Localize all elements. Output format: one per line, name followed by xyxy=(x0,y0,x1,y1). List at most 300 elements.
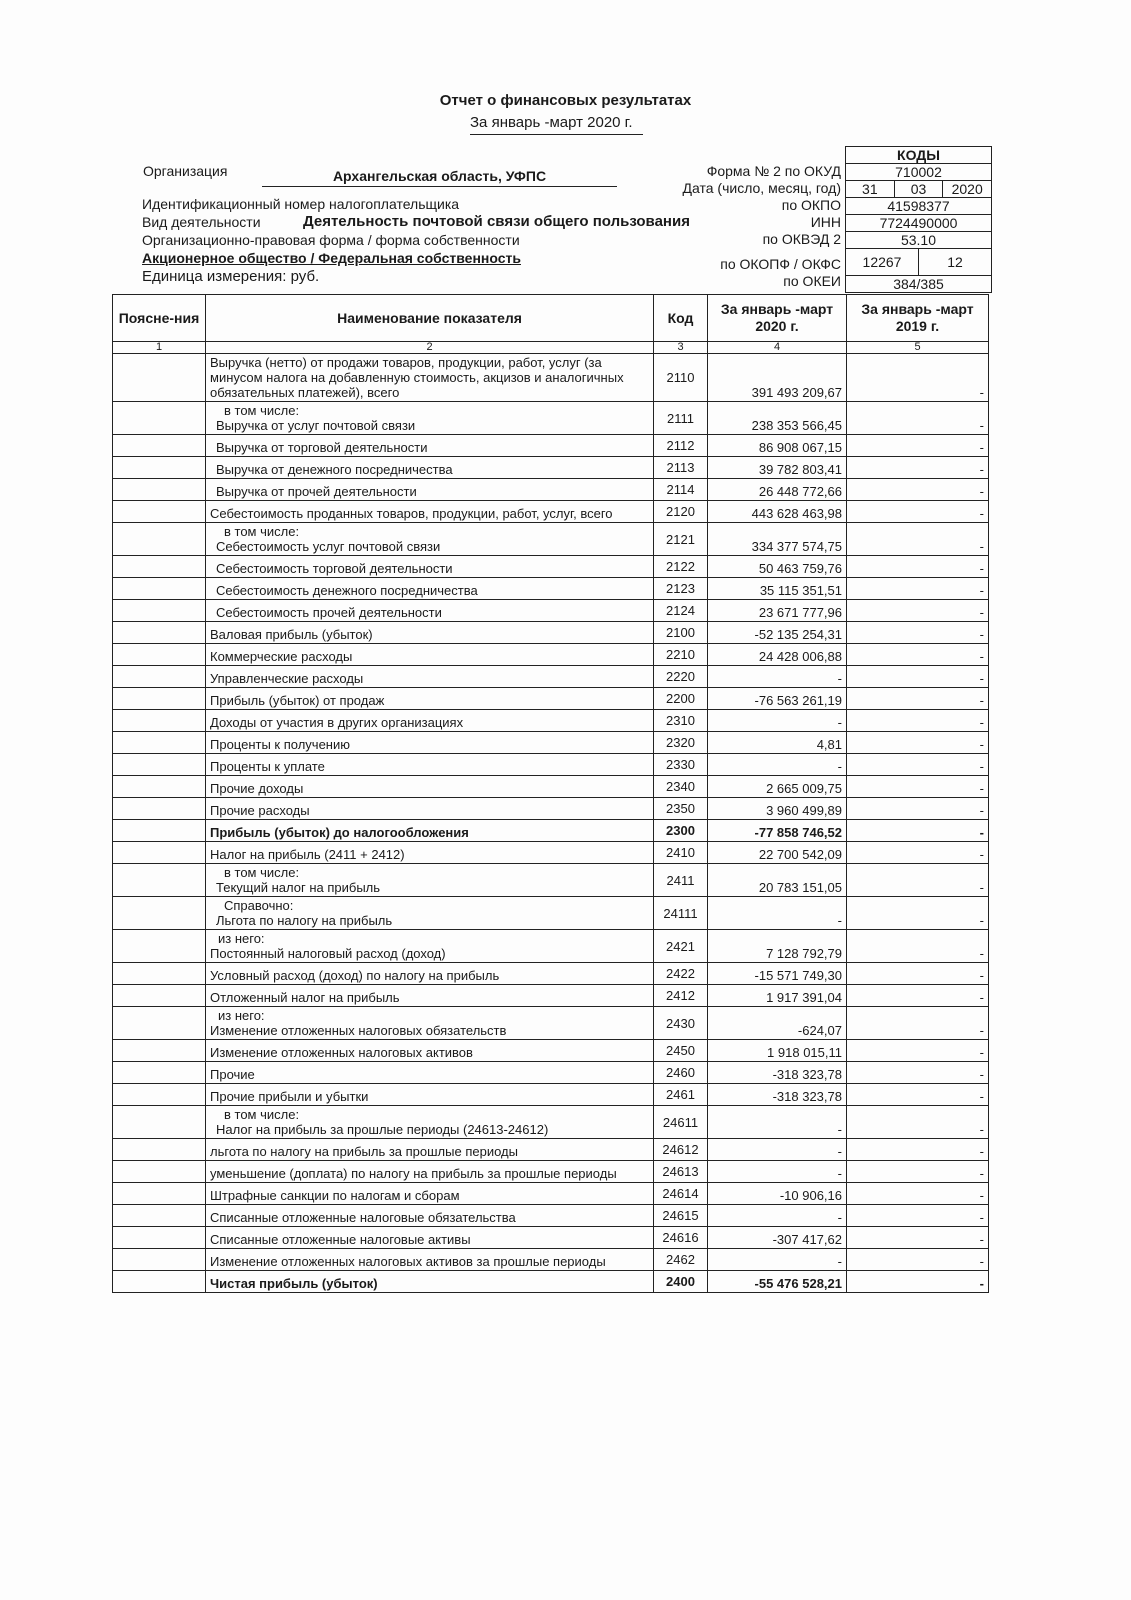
row-indicator xyxy=(206,622,654,644)
row-label: Изменение отложенных налоговых активов за прошлые периоды xyxy=(210,1254,606,1269)
row-indicator xyxy=(206,732,654,754)
row-value-2020: 22 700 542,09 xyxy=(708,842,847,864)
row-indicator xyxy=(206,1007,654,1040)
okei-code: 384/385 xyxy=(893,276,944,292)
row-label: Прочие xyxy=(210,1067,255,1082)
unit-value: руб. xyxy=(290,268,320,285)
row-prefix: в том числе: xyxy=(224,865,300,880)
row-notes xyxy=(113,985,206,1007)
row-notes xyxy=(113,1139,206,1161)
row-code: 2450 xyxy=(654,1040,708,1062)
row-value-2020: - xyxy=(708,1249,847,1271)
row-value-2019: - xyxy=(847,798,989,820)
row-value-2019: - xyxy=(847,1183,989,1205)
row-code: 2310 xyxy=(654,710,708,732)
row-code: 2462 xyxy=(654,1249,708,1271)
row-value-2019: - xyxy=(847,963,989,985)
row-code: 2121 xyxy=(654,523,708,556)
row-value-2019: - xyxy=(847,435,989,457)
col-indicator: Наименование показателя xyxy=(206,295,654,342)
codes-title: КОДЫ xyxy=(846,147,991,164)
row-notes xyxy=(113,732,206,754)
row-notes xyxy=(113,402,206,435)
row-value-2019: - xyxy=(847,1227,989,1249)
row-value-2019: - xyxy=(847,644,989,666)
date-month: 03 xyxy=(895,181,944,197)
row-value-2019: - xyxy=(847,402,989,435)
table-row xyxy=(113,798,989,820)
row-indicator xyxy=(206,1205,654,1227)
okved-label: по ОКВЭД 2 xyxy=(762,231,841,247)
row-code: 2460 xyxy=(654,1062,708,1084)
row-value-2020: - xyxy=(708,897,847,930)
table-row xyxy=(113,501,989,523)
row-notes xyxy=(113,457,206,479)
row-value-2019: - xyxy=(847,479,989,501)
col-notes: Поясне-ния xyxy=(113,295,206,342)
row-value-2020: - xyxy=(708,754,847,776)
inn-code: 7724490000 xyxy=(846,215,991,232)
table-row xyxy=(113,1205,989,1227)
row-value-2020: 24 428 006,88 xyxy=(708,644,847,666)
row-indicator xyxy=(206,754,654,776)
row-notes xyxy=(113,666,206,688)
row-code: 2120 xyxy=(654,501,708,523)
row-prefix: в том числе: xyxy=(224,403,300,418)
table-row xyxy=(113,1139,989,1161)
row-value-2019: - xyxy=(847,354,989,402)
table-row xyxy=(113,1040,989,1062)
row-indicator xyxy=(206,354,654,402)
row-notes xyxy=(113,776,206,798)
row-code: 2400 xyxy=(654,1271,708,1293)
row-value-2020: 1 918 015,11 xyxy=(708,1040,847,1062)
row-label: Постоянный налоговый расход (доход) xyxy=(210,946,446,961)
okud-code: 710002 xyxy=(846,164,991,181)
date-day: 31 xyxy=(846,181,895,197)
row-label: Валовая прибыль (убыток) xyxy=(210,627,373,642)
report-period: За январь -март 2020 г. xyxy=(470,114,643,135)
row-code: 2411 xyxy=(654,864,708,897)
row-value-2020: 39 782 803,41 xyxy=(708,457,847,479)
row-value-2019: - xyxy=(847,1040,989,1062)
row-value-2020: 443 628 463,98 xyxy=(708,501,847,523)
row-notes xyxy=(113,1161,206,1183)
org-value: Архангельская область, УФПС xyxy=(262,168,617,187)
table-row xyxy=(113,842,989,864)
row-value-2020: 23 671 777,96 xyxy=(708,600,847,622)
row-label: Текущий налог на прибыль xyxy=(216,880,381,895)
row-label: Себестоимость услуг почтовой связи xyxy=(216,539,441,554)
table-row xyxy=(113,864,989,897)
table-row xyxy=(113,1007,989,1040)
activity-label: Вид деятельности xyxy=(142,214,261,230)
row-notes xyxy=(113,798,206,820)
row-code: 2112 xyxy=(654,435,708,457)
row-value-2020: 2 665 009,75 xyxy=(708,776,847,798)
table-row xyxy=(113,820,989,842)
okpo-code: 41598377 xyxy=(846,198,991,215)
row-value-2019: - xyxy=(847,842,989,864)
row-label: Прочие доходы xyxy=(210,781,304,796)
row-value-2020: - xyxy=(708,1139,847,1161)
table-row xyxy=(113,1062,989,1084)
unit-label xyxy=(142,268,319,286)
row-label: Доходы от участия в других организациях xyxy=(210,715,464,730)
activity-value: Деятельность почтовой связи общего пользования xyxy=(303,213,690,230)
row-indicator xyxy=(206,776,654,798)
table-row xyxy=(113,930,989,963)
table-row xyxy=(113,556,989,578)
row-value-2020: -15 571 749,30 xyxy=(708,963,847,985)
row-notes xyxy=(113,1106,206,1139)
row-code: 2200 xyxy=(654,688,708,710)
row-indicator xyxy=(206,1271,654,1293)
row-code: 2461 xyxy=(654,1084,708,1106)
table-row xyxy=(113,897,989,930)
row-value-2019: - xyxy=(847,776,989,798)
table-row xyxy=(113,435,989,457)
table-row xyxy=(113,666,989,688)
row-value-2019: - xyxy=(847,754,989,776)
row-value-2019: - xyxy=(847,666,989,688)
row-notes xyxy=(113,842,206,864)
row-value-2019: - xyxy=(847,930,989,963)
row-value-2020: -55 476 528,21 xyxy=(708,1271,847,1293)
row-value-2019: - xyxy=(847,1161,989,1183)
row-notes xyxy=(113,622,206,644)
row-notes xyxy=(113,1084,206,1106)
row-value-2019: - xyxy=(847,556,989,578)
legal-form-label: Организационно-правовая форма / форма собственности xyxy=(142,232,520,248)
row-notes xyxy=(113,1249,206,1271)
table-row xyxy=(113,1271,989,1293)
okei-label: по ОКЕИ xyxy=(783,273,841,289)
row-label: Проценты к получению xyxy=(210,737,350,752)
row-value-2020: 1 917 391,04 xyxy=(708,985,847,1007)
table-header xyxy=(113,295,989,342)
row-indicator xyxy=(206,1084,654,1106)
row-label: Выручка от денежного посредничества xyxy=(216,462,453,477)
row-value-2020: - xyxy=(708,710,847,732)
row-value-2020: -318 323,78 xyxy=(708,1084,847,1106)
okfs-code: 12 xyxy=(947,254,963,270)
row-label: Выручка от прочей деятельности xyxy=(216,484,417,499)
row-notes xyxy=(113,820,206,842)
table-row xyxy=(113,1249,989,1271)
row-code: 2110 xyxy=(654,354,708,402)
table-row xyxy=(113,1106,989,1139)
row-label: Списанные отложенные налоговые активы xyxy=(210,1232,471,1247)
row-label: Выручка от услуг почтовой связи xyxy=(216,418,416,433)
row-notes xyxy=(113,501,206,523)
row-notes xyxy=(113,930,206,963)
row-label: Чистая прибыль (убыток) xyxy=(210,1276,378,1291)
org-label: Организация xyxy=(143,163,228,179)
row-label: Условный расход (доход) по налогу на прибыль xyxy=(210,968,500,983)
table-row xyxy=(113,1227,989,1249)
row-code: 2113 xyxy=(654,457,708,479)
row-indicator xyxy=(206,600,654,622)
row-code: 2123 xyxy=(654,578,708,600)
row-indicator xyxy=(206,556,654,578)
column-numbers xyxy=(113,342,989,354)
row-code: 24613 xyxy=(654,1161,708,1183)
date-year: 2020 xyxy=(951,181,983,197)
row-code: 24615 xyxy=(654,1205,708,1227)
report-title: Отчет о финансовых результатах xyxy=(439,92,692,109)
row-prefix: Справочно: xyxy=(224,898,294,913)
row-label: Себестоимость торговой деятельности xyxy=(216,561,453,576)
col-num-3: 3 xyxy=(654,342,708,354)
row-code: 2350 xyxy=(654,798,708,820)
row-value-2020: -624,07 xyxy=(708,1007,847,1040)
table-row xyxy=(113,622,989,644)
row-code: 24614 xyxy=(654,1183,708,1205)
row-value-2019: - xyxy=(847,501,989,523)
row-value-2020: 7 128 792,79 xyxy=(708,930,847,963)
row-value-2020: -77 858 746,52 xyxy=(708,820,847,842)
row-code: 2340 xyxy=(654,776,708,798)
row-label: Списанные отложенные налоговые обязательства xyxy=(210,1210,516,1225)
row-notes xyxy=(113,710,206,732)
row-indicator xyxy=(206,688,654,710)
row-value-2019: - xyxy=(847,820,989,842)
row-value-2019: - xyxy=(847,864,989,897)
row-indicator xyxy=(206,1161,654,1183)
row-value-2019: - xyxy=(847,578,989,600)
row-value-2020: - xyxy=(708,1161,847,1183)
row-value-2020: 3 960 499,89 xyxy=(708,798,847,820)
row-indicator xyxy=(206,402,654,435)
row-value-2019: - xyxy=(847,897,989,930)
row-value-2019: - xyxy=(847,1084,989,1106)
row-value-2020: 86 908 067,15 xyxy=(708,435,847,457)
row-notes xyxy=(113,897,206,930)
row-notes xyxy=(113,1227,206,1249)
row-label: Себестоимость денежного посредничества xyxy=(216,583,478,598)
row-code: 2412 xyxy=(654,985,708,1007)
table-row xyxy=(113,644,989,666)
row-value-2020: -307 417,62 xyxy=(708,1227,847,1249)
row-label: Коммерческие расходы xyxy=(210,649,353,664)
row-code: 2421 xyxy=(654,930,708,963)
row-label: льгота по налогу на прибыль за прошлые периоды xyxy=(210,1144,518,1159)
row-value-2019: - xyxy=(847,1007,989,1040)
table-row xyxy=(113,479,989,501)
financial-table xyxy=(112,294,989,1293)
row-indicator xyxy=(206,479,654,501)
row-value-2019: - xyxy=(847,600,989,622)
row-label: Прибыль (убыток) до налогообложения xyxy=(210,825,469,840)
table-row xyxy=(113,985,989,1007)
row-code: 2330 xyxy=(654,754,708,776)
row-indicator xyxy=(206,897,654,930)
date-code xyxy=(846,181,991,198)
row-value-2020: 26 448 772,66 xyxy=(708,479,847,501)
row-code: 2320 xyxy=(654,732,708,754)
row-code: 2210 xyxy=(654,644,708,666)
row-code: 24611 xyxy=(654,1106,708,1139)
row-notes xyxy=(113,354,206,402)
table-row xyxy=(113,600,989,622)
inn-short-label: ИНН xyxy=(810,214,841,230)
row-indicator xyxy=(206,523,654,556)
row-indicator xyxy=(206,457,654,479)
col-2020: За январь -март 2020 г. xyxy=(708,295,847,342)
row-notes xyxy=(113,963,206,985)
row-notes xyxy=(113,523,206,556)
row-value-2020: -52 135 254,31 xyxy=(708,622,847,644)
row-notes xyxy=(113,1205,206,1227)
row-value-2019: - xyxy=(847,457,989,479)
row-label: Выручка от торговой деятельности xyxy=(216,440,428,455)
row-code: 2410 xyxy=(654,842,708,864)
table-row xyxy=(113,776,989,798)
row-code: 24111 xyxy=(654,897,708,930)
row-value-2019: - xyxy=(847,1249,989,1271)
table-row xyxy=(113,578,989,600)
row-label: Налог на прибыль за прошлые периоды (24613-24612) xyxy=(216,1122,549,1137)
row-value-2020: 334 377 574,75 xyxy=(708,523,847,556)
okopf-okfs-code xyxy=(846,249,991,276)
row-code: 2122 xyxy=(654,556,708,578)
row-label: Прибыль (убыток) от продаж xyxy=(210,693,385,708)
row-notes xyxy=(113,644,206,666)
row-value-2020: -10 906,16 xyxy=(708,1183,847,1205)
table-row xyxy=(113,710,989,732)
table-row xyxy=(113,1084,989,1106)
row-notes xyxy=(113,1040,206,1062)
row-value-2020: - xyxy=(708,1205,847,1227)
row-value-2020: - xyxy=(708,666,847,688)
okud-label: Форма № 2 по ОКУД xyxy=(706,163,841,179)
row-notes xyxy=(113,600,206,622)
row-indicator xyxy=(206,1183,654,1205)
row-indicator xyxy=(206,501,654,523)
row-notes xyxy=(113,1062,206,1084)
row-indicator xyxy=(206,1106,654,1139)
row-code: 2100 xyxy=(654,622,708,644)
row-indicator xyxy=(206,710,654,732)
col-2019: За январь -март 2019 г. xyxy=(847,295,989,342)
table-row xyxy=(113,402,989,435)
row-code: 2300 xyxy=(654,820,708,842)
row-notes xyxy=(113,1007,206,1040)
row-code: 2111 xyxy=(654,402,708,435)
row-indicator xyxy=(206,842,654,864)
row-notes xyxy=(113,556,206,578)
row-indicator xyxy=(206,666,654,688)
row-label: Отложенный налог на прибыль xyxy=(210,990,400,1005)
row-value-2020: -318 323,78 xyxy=(708,1062,847,1084)
col-num-1: 1 xyxy=(113,342,206,354)
codes-box xyxy=(845,146,992,293)
row-indicator xyxy=(206,864,654,897)
row-label: уменьшение (доплата) по налогу на прибыль за прошлые периоды xyxy=(210,1166,617,1181)
row-code: 24616 xyxy=(654,1227,708,1249)
date-label: Дата (число, месяц, год) xyxy=(682,180,841,196)
row-value-2019: - xyxy=(847,1062,989,1084)
row-indicator xyxy=(206,985,654,1007)
row-indicator xyxy=(206,1227,654,1249)
row-label: Прочие расходы xyxy=(210,803,310,818)
row-notes xyxy=(113,1271,206,1293)
row-prefix: из него: xyxy=(218,1008,265,1023)
row-notes xyxy=(113,688,206,710)
row-prefix: в том числе: xyxy=(224,524,300,539)
row-notes xyxy=(113,754,206,776)
row-notes xyxy=(113,864,206,897)
row-value-2020: 20 783 151,05 xyxy=(708,864,847,897)
row-notes xyxy=(113,578,206,600)
row-value-2019: - xyxy=(847,688,989,710)
row-code: 2422 xyxy=(654,963,708,985)
row-value-2019: - xyxy=(847,1106,989,1139)
row-notes xyxy=(113,1183,206,1205)
row-value-2019: - xyxy=(847,1205,989,1227)
row-value-2020: 35 115 351,51 xyxy=(708,578,847,600)
row-indicator xyxy=(206,578,654,600)
inn-label: Идентификационный номер налогоплательщика xyxy=(142,196,460,212)
row-label: Проценты к уплате xyxy=(210,759,325,774)
row-value-2020: 391 493 209,67 xyxy=(708,354,847,402)
legal-form-value: Акционерное общество / Федеральная собственность xyxy=(142,250,521,266)
row-code: 2124 xyxy=(654,600,708,622)
row-value-2019: - xyxy=(847,622,989,644)
table-row xyxy=(113,457,989,479)
table-row xyxy=(113,354,989,402)
col-code: Код xyxy=(654,295,708,342)
row-label: Налог на прибыль (2411 + 2412) xyxy=(210,847,405,862)
row-prefix: в том числе: xyxy=(224,1107,300,1122)
row-indicator xyxy=(206,1062,654,1084)
row-label: Управленческие расходы xyxy=(210,671,364,686)
table-row xyxy=(113,1183,989,1205)
row-label: Штрафные санкции по налогам и сборам xyxy=(210,1188,460,1203)
okopf-label: по ОКОПФ / ОКФС xyxy=(720,256,841,272)
row-indicator xyxy=(206,963,654,985)
table-row xyxy=(113,963,989,985)
row-code: 2430 xyxy=(654,1007,708,1040)
row-value-2019: - xyxy=(847,985,989,1007)
row-indicator xyxy=(206,644,654,666)
table-row xyxy=(113,732,989,754)
row-indicator xyxy=(206,820,654,842)
row-value-2020: 238 353 566,45 xyxy=(708,402,847,435)
okopf-code: 12267 xyxy=(846,249,919,275)
row-notes xyxy=(113,479,206,501)
row-indicator xyxy=(206,1040,654,1062)
row-indicator xyxy=(206,1249,654,1271)
row-label: Изменение отложенных налоговых активов xyxy=(210,1045,473,1060)
row-notes xyxy=(113,435,206,457)
row-code: 24612 xyxy=(654,1139,708,1161)
table-row xyxy=(113,1161,989,1183)
row-indicator xyxy=(206,798,654,820)
row-value-2019: - xyxy=(847,732,989,754)
row-label: Себестоимость прочей деятельности xyxy=(216,605,442,620)
col-num-4: 4 xyxy=(708,342,847,354)
row-prefix: из него: xyxy=(218,931,265,946)
unit-label-text: Единица измерения: xyxy=(142,268,287,285)
col-num-2: 2 xyxy=(206,342,654,354)
row-label: Прочие прибыли и убытки xyxy=(210,1089,369,1104)
row-value-2019: - xyxy=(847,523,989,556)
col-num-5: 5 xyxy=(847,342,989,354)
row-value-2020: 4,81 xyxy=(708,732,847,754)
row-value-2020: -76 563 261,19 xyxy=(708,688,847,710)
